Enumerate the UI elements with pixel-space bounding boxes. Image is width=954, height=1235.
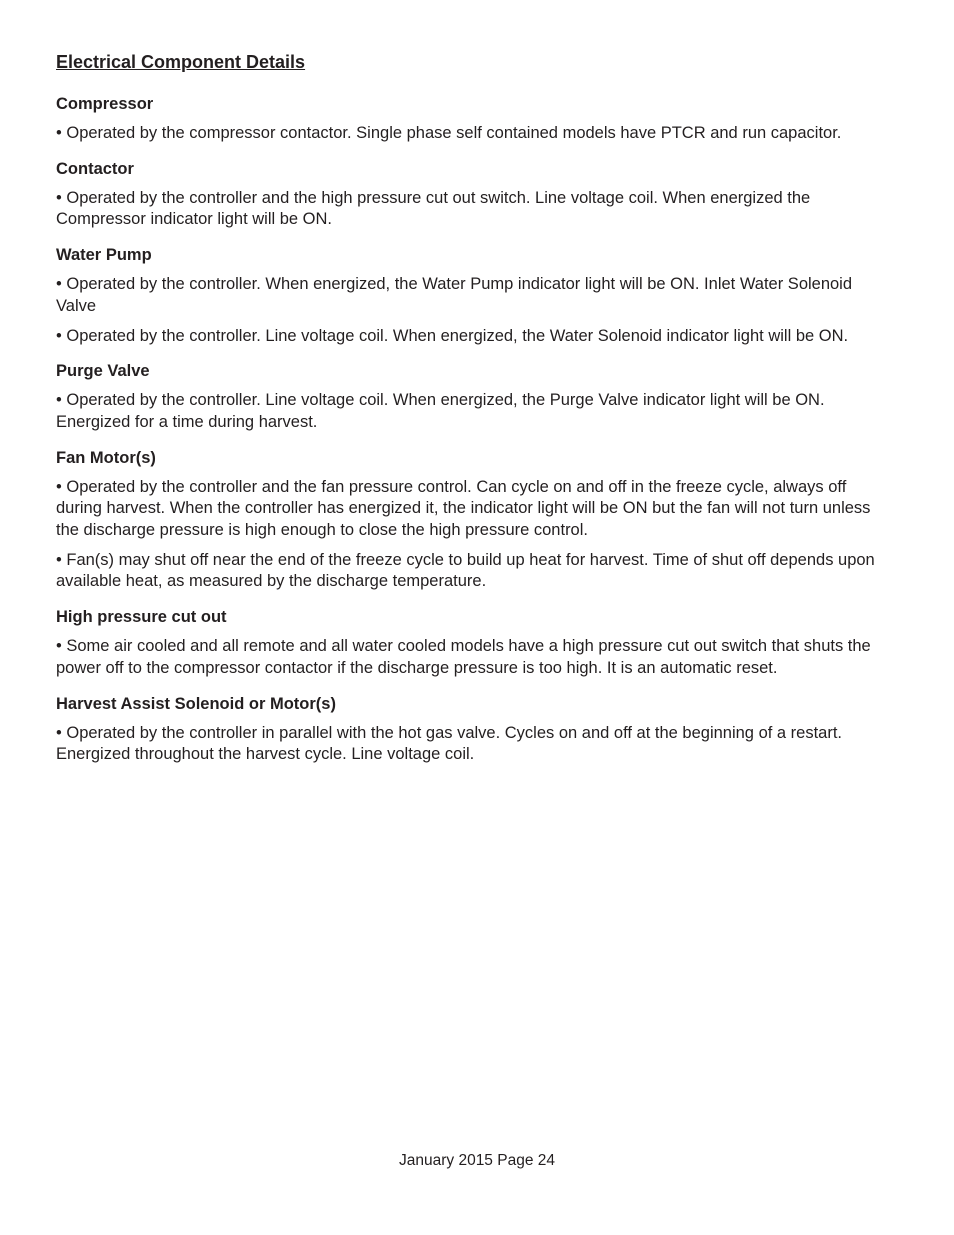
section-heading: High pressure cut out [56,608,227,627]
section-purge-valve [56,360,896,433]
bullet-text: • Operated by the controller and the fan pressure control. Can cycle on and off in the freeze cycle, always off during harvest. When the controller has energized it, the indicator light will be ON but the fan will not turn unless the discharge pressure is high enough to close the high pressure control. [56,477,871,540]
bullet-text: • Operated by the controller and the high pressure cut out switch. Line voltage coil. When energized the Compressor indicator light will be ON. [56,188,811,229]
section-high-pressure-cut-out [56,606,896,679]
section-heading: Fan Motor(s) [56,448,156,467]
section-harvest-assist [56,693,896,766]
section-compressor [56,93,896,145]
bullet-text: • Operated by the controller. Line voltage coil. When energized, the Water Solenoid indicator light will be ON. [56,326,849,345]
section-water-pump [56,244,896,347]
section-contactor [56,158,896,231]
bullet-text: • Some air cooled and all remote and all water cooled models have a high pressure cut out switch that shuts the power off to the compressor contactor if the discharge pressure is too high. It is an automatic reset. [56,637,871,677]
section-fan-motors [56,447,896,594]
section-heading: Contactor [56,159,134,178]
section-heading: Harvest Assist Solenoid or Motor(s) [56,694,336,713]
bullet-text: • Operated by the controller. Line voltage coil. When energized, the Purge Valve indicator light will be ON. Energized for a time during harvest. [56,391,825,431]
bullet-text: • Operated by the controller. When energized, the Water Pump indicator light will be ON. Inlet Water Solenoid Valve [56,275,853,315]
section-heading: Purge Valve [56,362,150,381]
section-heading: Water Pump [56,246,152,265]
document-page [56,50,896,779]
bullet-text: • Fan(s) may shut off near the end of the freeze cycle to build up heat for harvest. Time of shut off depends upon available heat, as measured by the discharge temperature. [56,550,875,591]
section-heading: Compressor [56,95,154,113]
page-footer: January 2015 Page 24 [399,1152,555,1169]
bullet-text: • Operated by the compressor contactor. Single phase self contained models have PTCR and run capacitor. [56,124,842,142]
page-title: Electrical Component Details [56,52,306,72]
bullet-text: • Operated by the controller in parallel with the hot gas valve. Cycles on and off at the beginning of a restart. Energized throughout the harvest cycle. Line voltage coil. [56,723,843,764]
